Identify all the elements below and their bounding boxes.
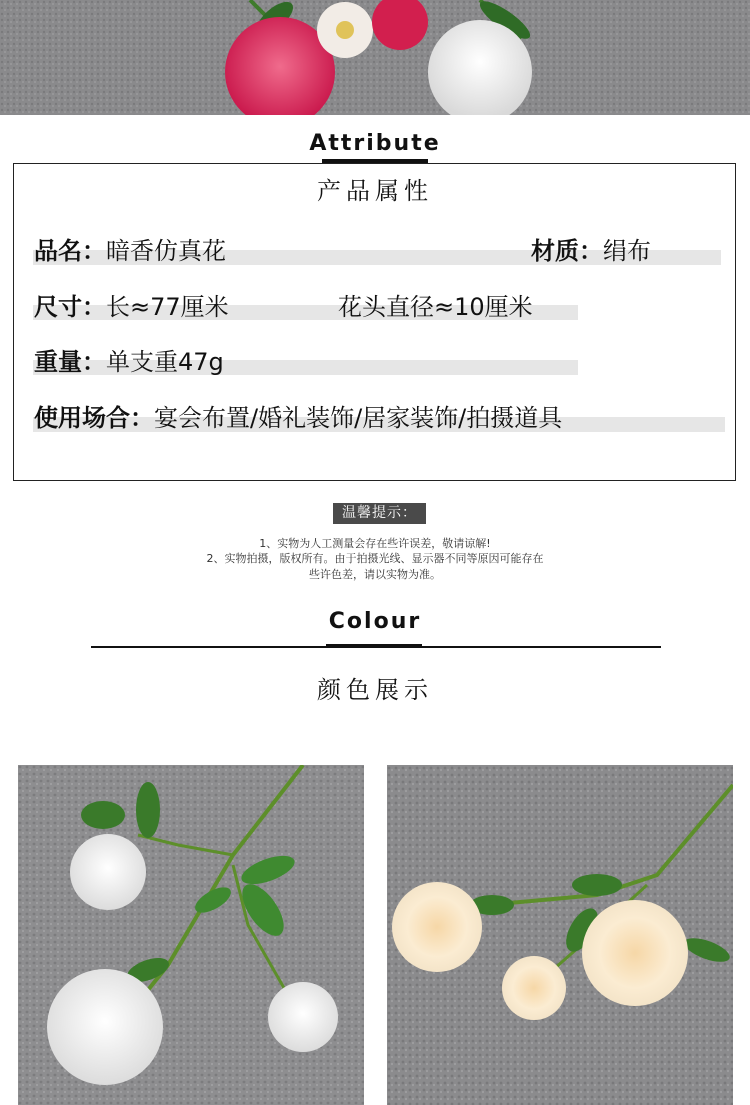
material-label: 材质： bbox=[531, 237, 603, 265]
notice-badge: 温馨提示： bbox=[333, 503, 426, 524]
colour-heading: Colour bbox=[328, 609, 422, 634]
weight-label: 重量： bbox=[34, 348, 106, 376]
notice-line: 1、实物为人工测量会存在些许误差，敬请谅解! bbox=[259, 537, 491, 550]
product-name-label: 品名： bbox=[34, 237, 106, 265]
size-row bbox=[34, 287, 229, 322]
flower-head-diameter: 花头直径≈10厘米 bbox=[338, 293, 533, 321]
usage-label: 使用场合： bbox=[34, 404, 154, 432]
usage-value: 宴会布置/婚礼装饰/居家装饰/拍摄道具 bbox=[154, 404, 563, 432]
material-value: 绢布 bbox=[603, 237, 651, 265]
colour-subtitle: 颜色展示 bbox=[317, 676, 433, 704]
white-variant-photo bbox=[18, 765, 364, 1105]
colour-underline bbox=[326, 644, 422, 648]
product-name-row bbox=[34, 231, 226, 266]
size-label: 尺寸： bbox=[34, 293, 106, 321]
product-name-value: 暗香仿真花 bbox=[106, 237, 226, 265]
top-product-photo bbox=[0, 0, 750, 115]
notice-line: 些许色差，请以实物为准。 bbox=[309, 568, 441, 581]
notice-line: 2、实物拍摄，版权所有。由于拍摄光线、显示器不同等原因可能存在 bbox=[206, 552, 544, 565]
attribute-heading: Attribute bbox=[309, 131, 441, 156]
size-value: 长≈77厘米 bbox=[106, 293, 229, 321]
attribute-box bbox=[13, 163, 736, 481]
weight-row bbox=[34, 342, 224, 377]
usage-row bbox=[34, 398, 562, 433]
cream-variant-photo bbox=[387, 765, 733, 1105]
attribute-subtitle: 产品属性 bbox=[317, 177, 433, 205]
material-row bbox=[531, 231, 651, 266]
weight-value: 单支重47g bbox=[106, 348, 224, 376]
